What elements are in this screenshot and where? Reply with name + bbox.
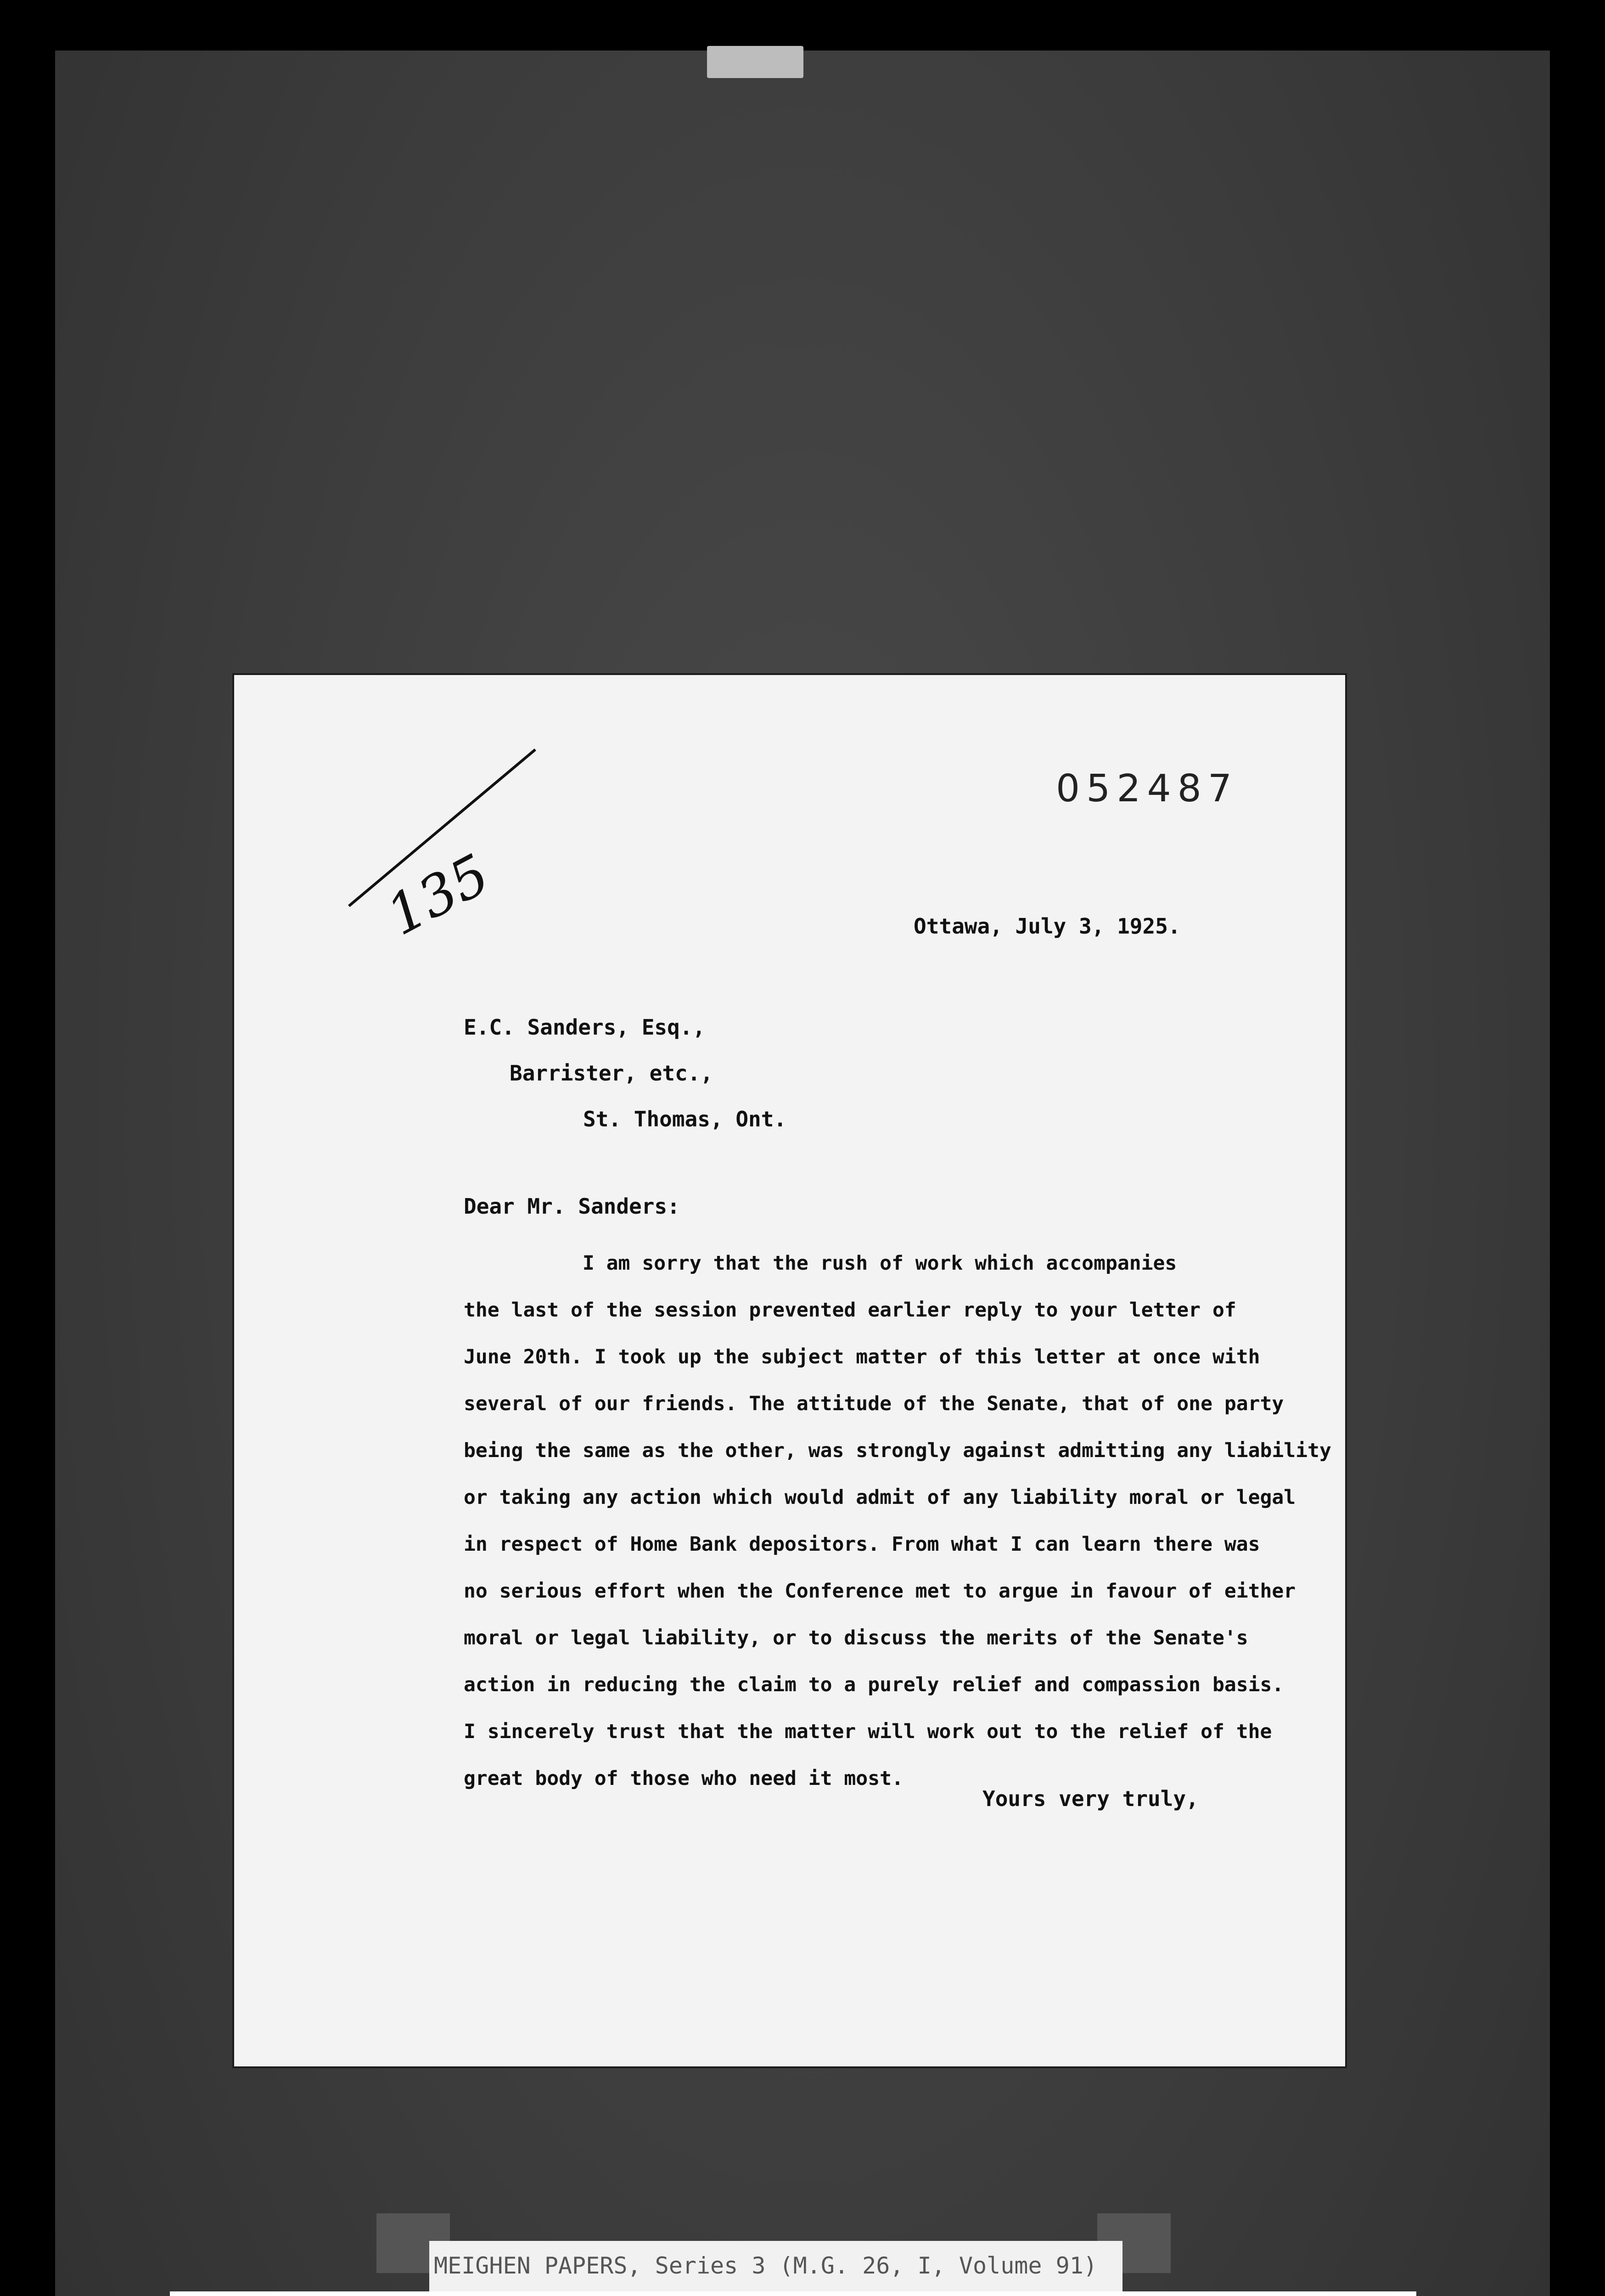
series-strip [429,2241,1122,2291]
body-line: several of our friends. The attitude of the Senate, that of one party [464,1392,1284,1415]
address-line-2: Barrister, etc., [510,1061,713,1086]
body-line: no serious effort when the Conference met to argue in favour of either [464,1580,1296,1603]
top-clip [707,46,803,78]
body-line: in respect of Home Bank depositors. From what I can learn there was [464,1533,1260,1556]
body-line: June 20th. I took up the subject matter of this letter at once with [464,1345,1260,1368]
address-line-3: St. Thomas, Ont. [583,1107,787,1131]
body-line: I am sorry that the rush of work which accompanies [464,1252,1177,1275]
document-number: 052487 [1056,767,1239,810]
address-line-1: E.C. Sanders, Esq., [464,1015,706,1040]
letter-body [464,1240,1331,1802]
handwritten-folio-number: 135 [376,842,500,948]
letter-date: Ottawa, July 3, 1925. [914,914,1181,939]
body-line: the last of the session prevented earlier reply to your letter of [464,1299,1236,1322]
body-line: moral or legal liability, or to discuss the merits of the Senate's [464,1626,1248,1649]
body-line: or taking any action which would admit of any liability moral or legal [464,1486,1296,1509]
archive-label-card [170,2291,1416,2296]
body-line: I sincerely trust that the matter will work out to the relief of the [464,1720,1272,1743]
body-line: great body of those who need it most. [464,1767,904,1790]
series-text: MEIGHEN PAPERS, Series 3 (M.G. 26, I, Volume 91) [434,2252,1097,2279]
letter-page [234,675,1345,2066]
body-line: being the same as the other, was strongly against admitting any liability [464,1439,1331,1462]
body-line: action in reducing the claim to a purely relief and compassion basis. [464,1673,1284,1696]
salutation: Dear Mr. Sanders: [464,1194,680,1219]
letter-closing: Yours very truly, [982,1786,1199,1811]
